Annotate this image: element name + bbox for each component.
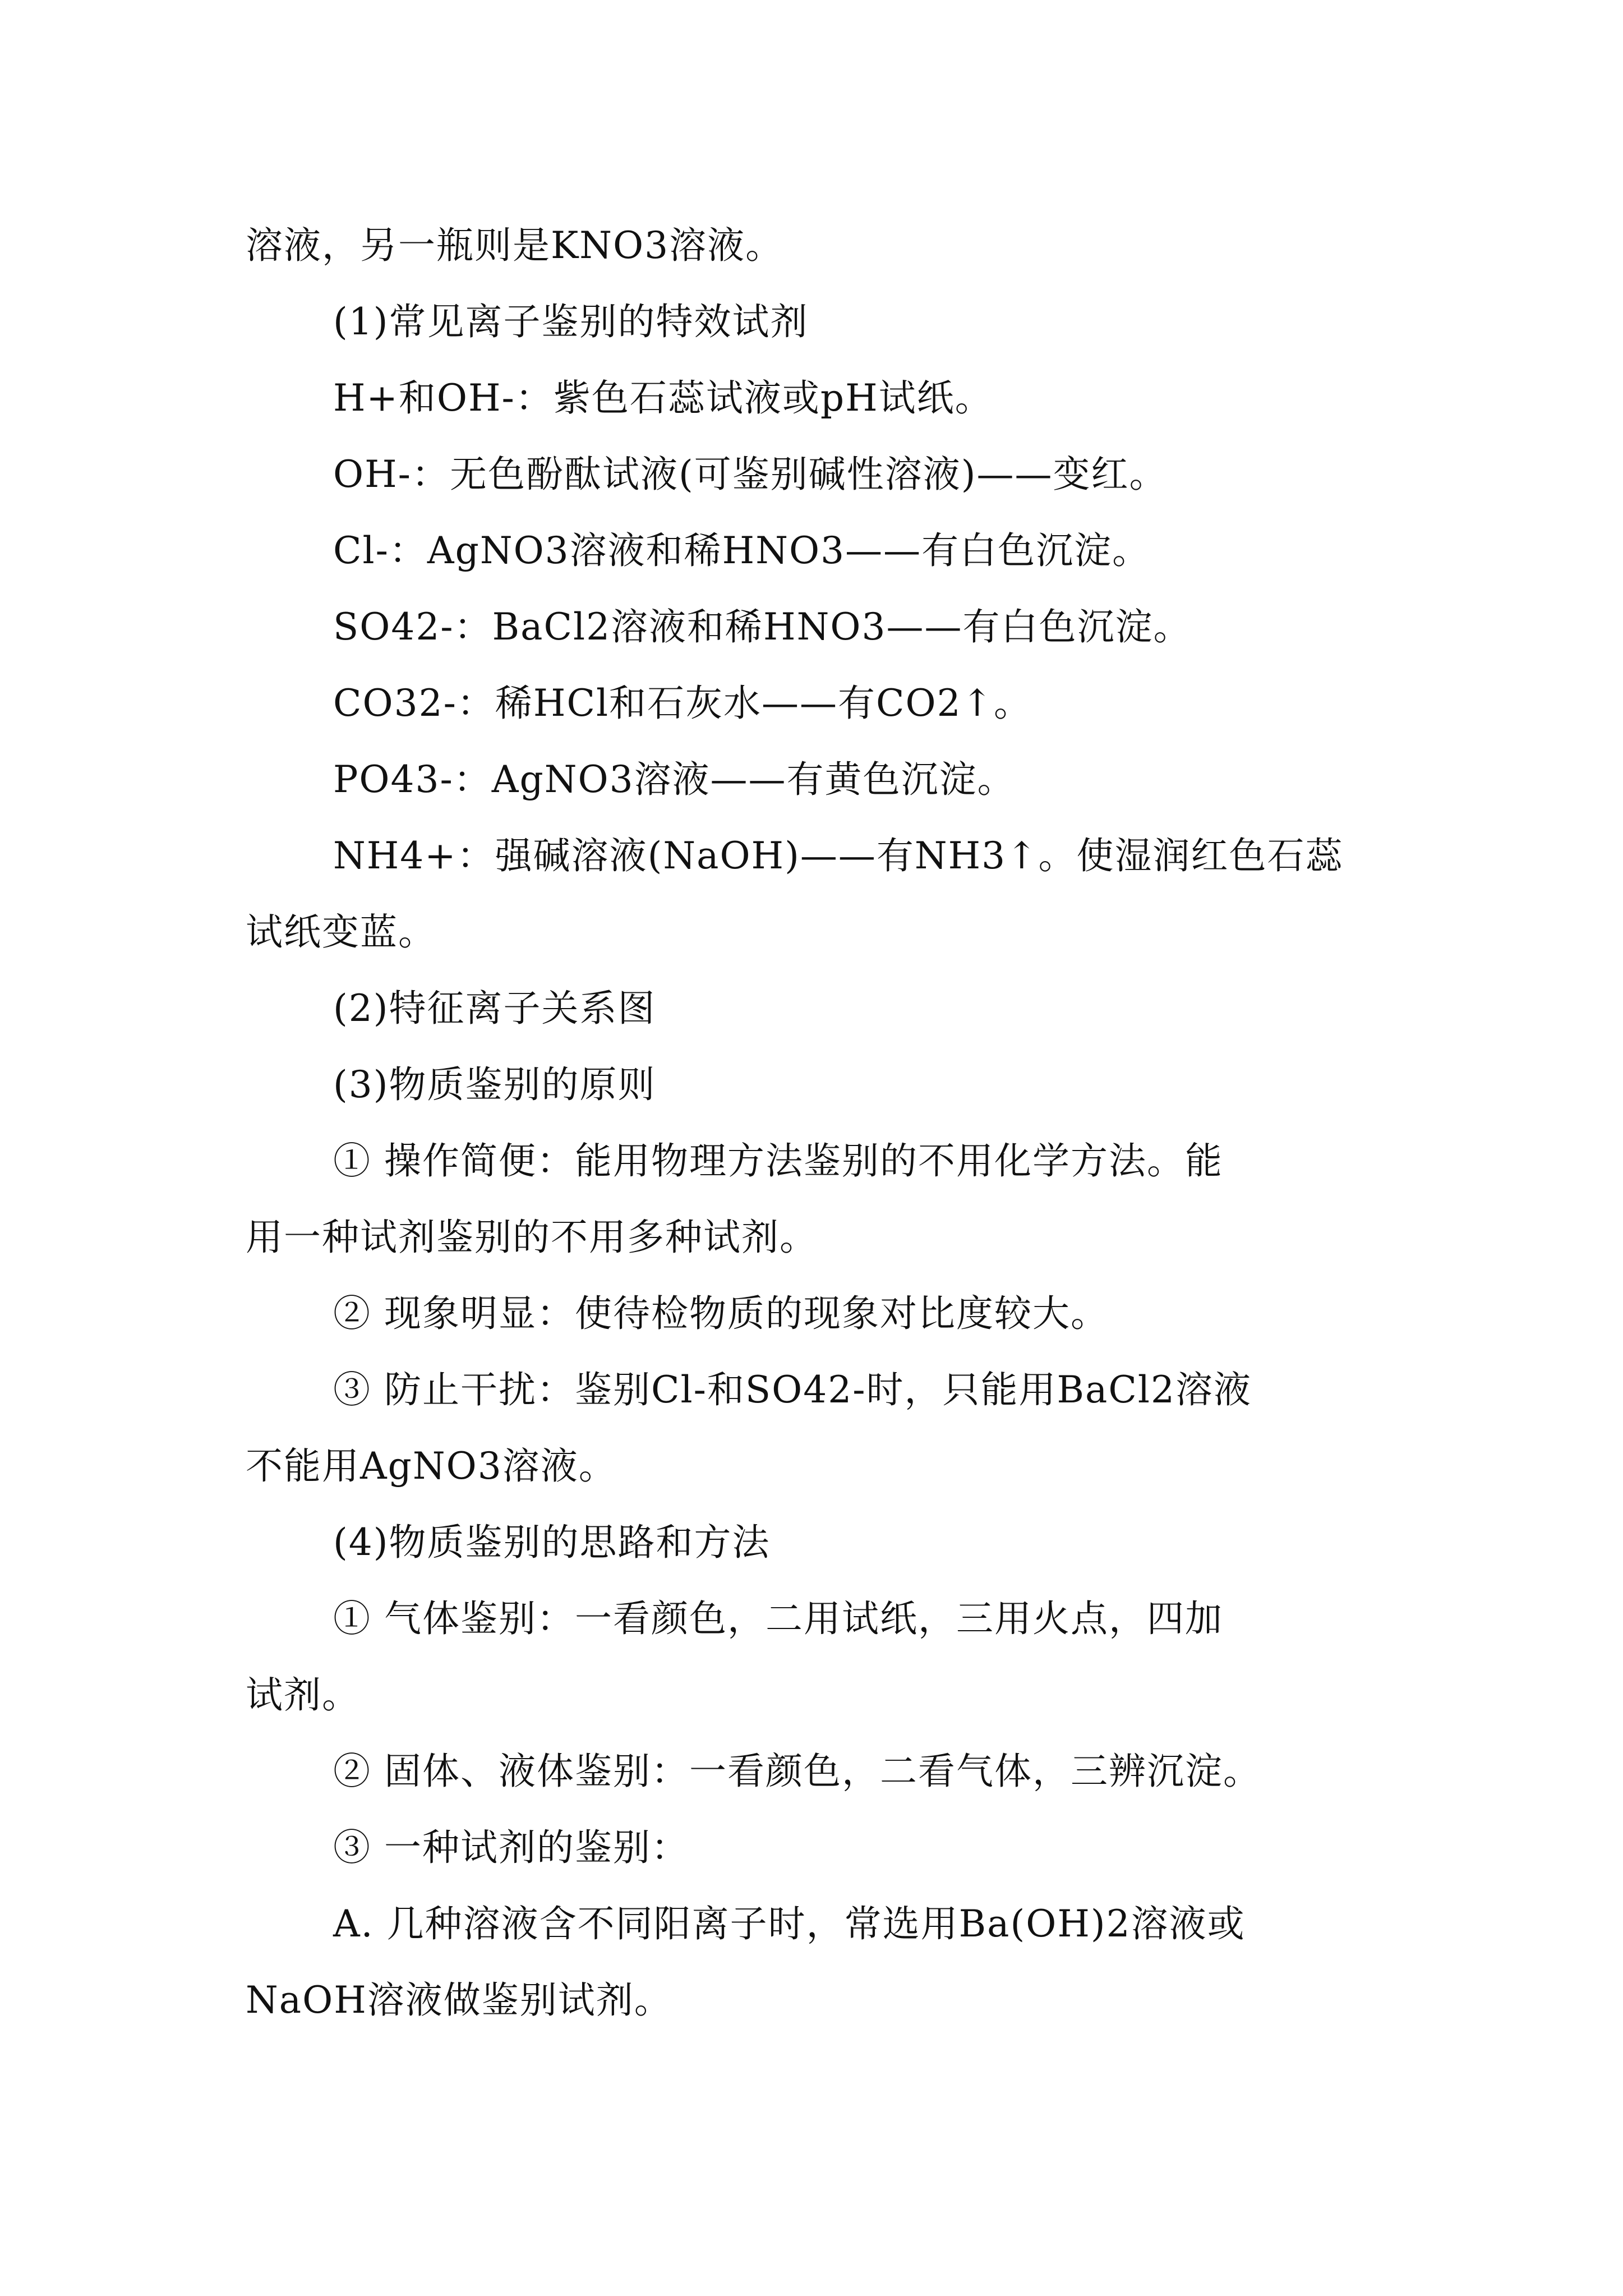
- text-line-15: ② 现象明显：使待检物质的现象对比度较大。: [333, 1292, 1109, 1335]
- text-line-17: 不能用AgNO3溶液。: [246, 1444, 617, 1488]
- text-line-9: NH4+：强碱溶液(NaOH)——有NH3↑。使湿润红色石蕊: [333, 834, 1344, 877]
- text-line-14: 用一种试剂鉴别的不用多种试剂。: [246, 1216, 818, 1259]
- text-line-18: (4)物质鉴别的思路和方法: [333, 1521, 771, 1564]
- text-line-5: Cl-：AgNO3溶液和稀HNO3——有白色沉淀。: [333, 529, 1151, 572]
- text-line-21: ② 固体、液体鉴别：一看颜色，二看气体，三辨沉淀。: [333, 1750, 1261, 1793]
- text-line-22: ③ 一种试剂的鉴别：: [333, 1826, 689, 1869]
- text-line-24: NaOH溶液做鉴别试剂。: [246, 1978, 672, 2022]
- text-line-8: PO43-：AgNO3溶液——有黄色沉淀。: [333, 758, 1016, 801]
- text-line-6: SO42-：BaCl2溶液和稀HNO3——有白色沉淀。: [333, 605, 1192, 648]
- text-line-23: A. 几种溶液含不同阳离子时，常选用Ba(OH)2溶液或: [333, 1902, 1246, 1945]
- text-line-19: ① 气体鉴别：一看颜色，二用试纸，三用火点，四加: [333, 1597, 1223, 1640]
- text-line-16: ③ 防止干扰：鉴别Cl-和SO42-时，只能用BaCl2溶液: [333, 1368, 1252, 1411]
- text-line-12: (3)物质鉴别的原则: [333, 1063, 656, 1106]
- text-line-3: H+和OH-：紫色石蕊试液或pH试纸。: [333, 376, 993, 420]
- text-line-2: (1)常见离子鉴别的特效试剂: [333, 300, 809, 343]
- text-line-4: OH-：无色酚酞试液(可鉴别碱性溶液)——变红。: [333, 453, 1168, 496]
- text-line-20: 试剂。: [246, 1673, 360, 1717]
- text-line-7: CO32-：稀HCl和石灰水——有CO2↑。: [333, 682, 1032, 725]
- text-line-1: 溶液，另一瓶则是KNO3溶液。: [246, 224, 784, 267]
- text-line-11: (2)特征离子关系图: [333, 987, 656, 1030]
- text-line-10: 试纸变蓝。: [246, 910, 436, 954]
- text-line-13: ① 操作简便：能用物理方法鉴别的不用化学方法。能: [333, 1139, 1223, 1182]
